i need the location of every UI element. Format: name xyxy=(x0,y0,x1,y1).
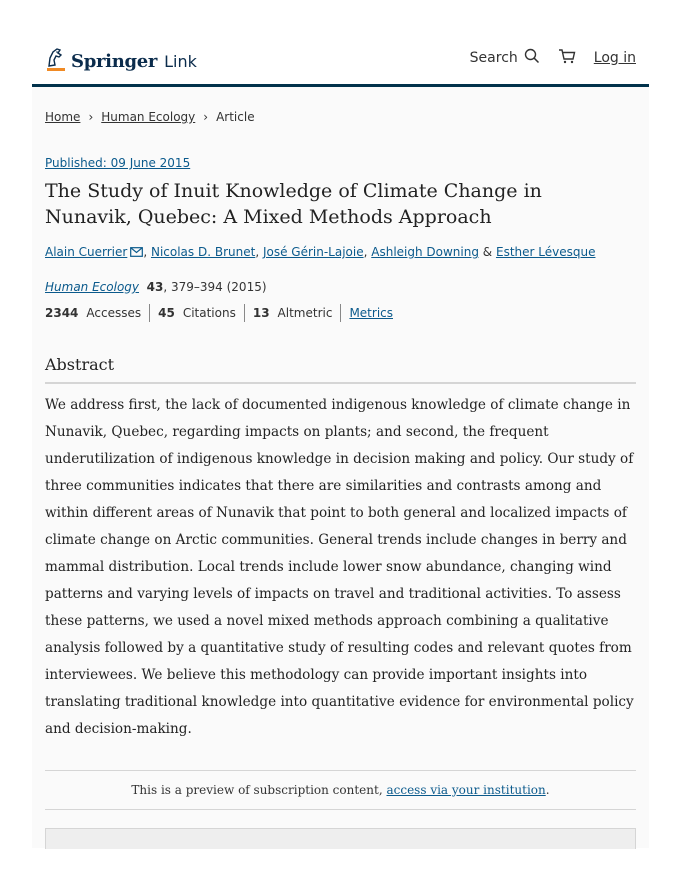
citations-count: 45 xyxy=(158,306,175,320)
access-options-box xyxy=(45,828,636,849)
subscription-preview-notice xyxy=(45,770,636,810)
logo-link-text: Link xyxy=(164,51,197,71)
chevron-right-icon: › xyxy=(88,110,94,124)
author-ampersand: & xyxy=(482,245,493,259)
search-label: Search xyxy=(469,50,518,66)
author-link[interactable]: Esther Lévesque xyxy=(495,245,596,259)
breadcrumb xyxy=(45,110,255,124)
search-icon xyxy=(524,48,540,68)
journal-link[interactable]: Human Ecology xyxy=(45,280,140,294)
citations-label: Citations xyxy=(182,306,236,320)
author-list: Alain Cuerrier , Nicolas D. Brunet, José Gérin-Lajoie, Ashleigh Downing & Esther Lévesque xyxy=(45,245,596,259)
metrics-divider xyxy=(244,304,245,322)
preview-period: . xyxy=(545,783,550,797)
page xyxy=(32,28,649,848)
site-header xyxy=(32,28,649,87)
metrics-divider xyxy=(340,304,341,322)
metrics-link[interactable]: Metrics xyxy=(349,306,393,320)
breadcrumb-journal[interactable]: Human Ecology xyxy=(101,110,196,124)
login-link[interactable]: Log in xyxy=(593,50,636,66)
journal-pages-year: , 379–394 (2015) xyxy=(163,280,267,294)
altmetric-label: Altmetric xyxy=(277,306,333,320)
preview-text: This is a preview of subscription content, xyxy=(131,783,383,797)
author-link[interactable]: José Gérin-Lajoie xyxy=(262,245,364,259)
abstract-heading: Abstract xyxy=(45,355,636,384)
author-link[interactable]: Nicolas D. Brunet xyxy=(150,245,256,259)
abstract-text: We address first, the lack of documented indigenous knowledge of climate change in Nunavik, Quebec, regarding impacts on plants; and second, the frequent underutilization of indigenous knowledge in decision making and policy. Our study of three communities indicates that there are similarities and contrasts among and within different areas of Nunavik that point to both general and localized impacts of climate change on Arctic communities. General trends include changes in berry and mammal distribution. Local trends include lower snow abundance, changing wind patterns and varying levels of impacts on travel and traditional activities. To assess these patterns, we used a novel mixed methods approach combining a qualitative analysis followed by a quantitative study of resulting codes and relevant quotes from interviewees. We believe this methodology can provide important insights into translating traditional knowledge into quantitative evidence for environmental policy and decision-making. xyxy=(45,397,634,737)
accesses-label: Accesses xyxy=(86,306,142,320)
article-metrics xyxy=(45,304,393,322)
accesses-count: 2344 xyxy=(45,306,79,320)
journal-volume: 43 xyxy=(146,280,164,294)
springer-link-logo[interactable] xyxy=(45,46,197,76)
published-date-link[interactable]: Published: 09 June 2015 xyxy=(45,156,191,170)
breadcrumb-home[interactable]: Home xyxy=(45,110,81,124)
mail-icon[interactable] xyxy=(130,246,143,260)
metrics-divider xyxy=(149,304,150,322)
cart-icon[interactable] xyxy=(558,48,576,68)
altmetric-count: 13 xyxy=(252,306,270,320)
breadcrumb-current: Article xyxy=(216,110,255,124)
search-button[interactable] xyxy=(470,48,540,68)
institution-access-link[interactable]: access via your institution xyxy=(386,783,546,797)
chevron-right-icon: › xyxy=(203,110,209,124)
springer-horse-icon xyxy=(45,46,67,76)
article-title: The Study of Inuit Knowledge of Climate Change in Nunavik, Quebec: A Mixed Methods Approach xyxy=(45,180,542,228)
journal-citation xyxy=(45,280,267,294)
author-link[interactable]: Ashleigh Downing xyxy=(371,245,479,259)
author-link[interactable]: Alain Cuerrier xyxy=(45,245,128,259)
logo-wordmark: Springer xyxy=(71,50,158,72)
